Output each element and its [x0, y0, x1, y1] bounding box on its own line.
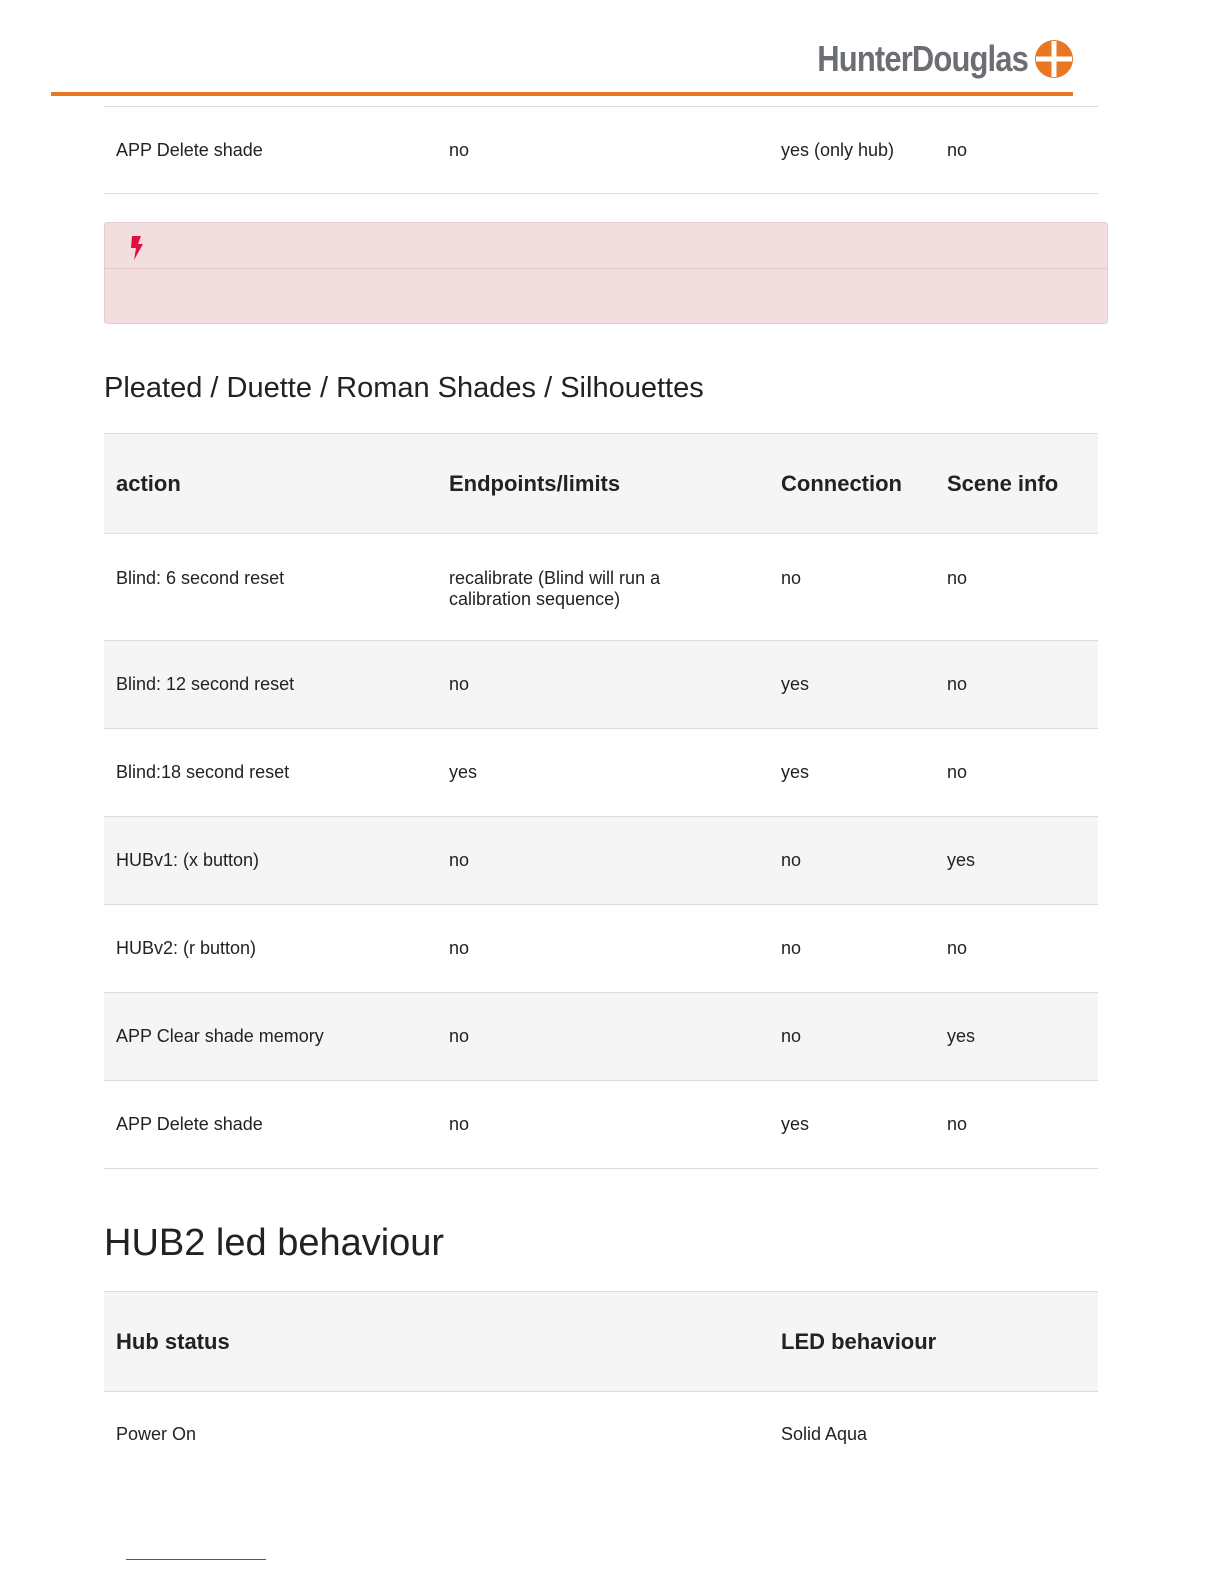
cell-action: APP Delete shade	[116, 139, 263, 160]
cell-scene: no	[947, 568, 968, 588]
cell-scene: yes	[947, 1026, 976, 1046]
cell-endpoints: recalibrate (Blind will run a calibration sequence)	[449, 568, 661, 609]
col-header: LED behaviour	[781, 1329, 937, 1354]
table-row	[104, 641, 1098, 729]
table-header	[104, 434, 1098, 534]
cell-endpoints: no	[449, 139, 470, 160]
cell-action: HUBv2: (r button)	[116, 938, 257, 958]
link-underline[interactable]	[126, 1559, 266, 1560]
cell-endpoints: no	[449, 850, 470, 870]
cell-endpoints: yes	[449, 762, 478, 782]
cell-connection: no	[781, 568, 802, 588]
cell-scene: no	[947, 762, 968, 782]
cell-endpoints: no	[449, 1026, 470, 1046]
cell-action: HUBv1: (x button)	[116, 850, 260, 870]
cell-hub-status: Power On	[116, 1423, 197, 1444]
table-row	[104, 107, 1098, 193]
cell-action: Blind: 6 second reset	[116, 568, 285, 588]
warning-alert	[104, 222, 1108, 324]
cell-scene: no	[947, 139, 968, 160]
table-header	[104, 1292, 1098, 1392]
header-rule	[51, 92, 1073, 96]
col-header: Connection	[781, 471, 902, 496]
brand-logo	[783, 38, 1074, 80]
table-row	[104, 534, 1098, 641]
table-row	[104, 729, 1098, 817]
col-header: Endpoints/limits	[449, 471, 621, 496]
col-header: Scene info	[947, 471, 1059, 496]
cell-connection: yes (only hub)	[781, 139, 895, 160]
cell-connection: yes	[781, 762, 810, 782]
cell-connection: yes	[781, 1114, 810, 1134]
table-row	[104, 817, 1098, 905]
cell-action: APP Delete shade	[116, 1114, 263, 1134]
table-row	[104, 1392, 1098, 1476]
col-header: Hub status	[116, 1329, 230, 1354]
cell-led-behaviour: Solid Aqua	[781, 1423, 868, 1444]
table-row	[104, 993, 1098, 1081]
bolt-icon	[129, 235, 145, 261]
table-row	[104, 1081, 1098, 1169]
cell-action: APP Clear shade memory	[116, 1026, 324, 1046]
cell-connection: no	[781, 1026, 802, 1046]
cell-action: Blind: 12 second reset	[116, 674, 295, 694]
fragment-table	[104, 106, 1098, 194]
cell-scene: no	[947, 1114, 968, 1134]
cell-connection: yes	[781, 674, 810, 694]
cell-scene: no	[947, 674, 968, 694]
table-row	[104, 905, 1098, 993]
hunterdouglas-mark-icon	[1034, 39, 1074, 79]
pleated-table	[104, 433, 1098, 1169]
cell-endpoints: no	[449, 1114, 470, 1134]
cell-scene: yes	[947, 850, 976, 870]
cell-connection: no	[781, 938, 802, 958]
alert-divider	[105, 268, 1107, 269]
cell-endpoints: no	[449, 938, 470, 958]
hub2-table	[104, 1291, 1098, 1476]
cell-connection: no	[781, 850, 802, 870]
section-heading-pleated: Pleated / Duette / Roman Shades / Silhouettes	[104, 372, 704, 404]
cell-endpoints: no	[449, 674, 470, 694]
brand-name: HunterDouglas	[817, 38, 1028, 79]
cell-action: Blind:18 second reset	[116, 762, 290, 782]
section-heading-hub2: HUB2 led behaviour	[104, 1222, 445, 1264]
cell-scene: no	[947, 938, 968, 958]
col-header: action	[116, 471, 181, 496]
